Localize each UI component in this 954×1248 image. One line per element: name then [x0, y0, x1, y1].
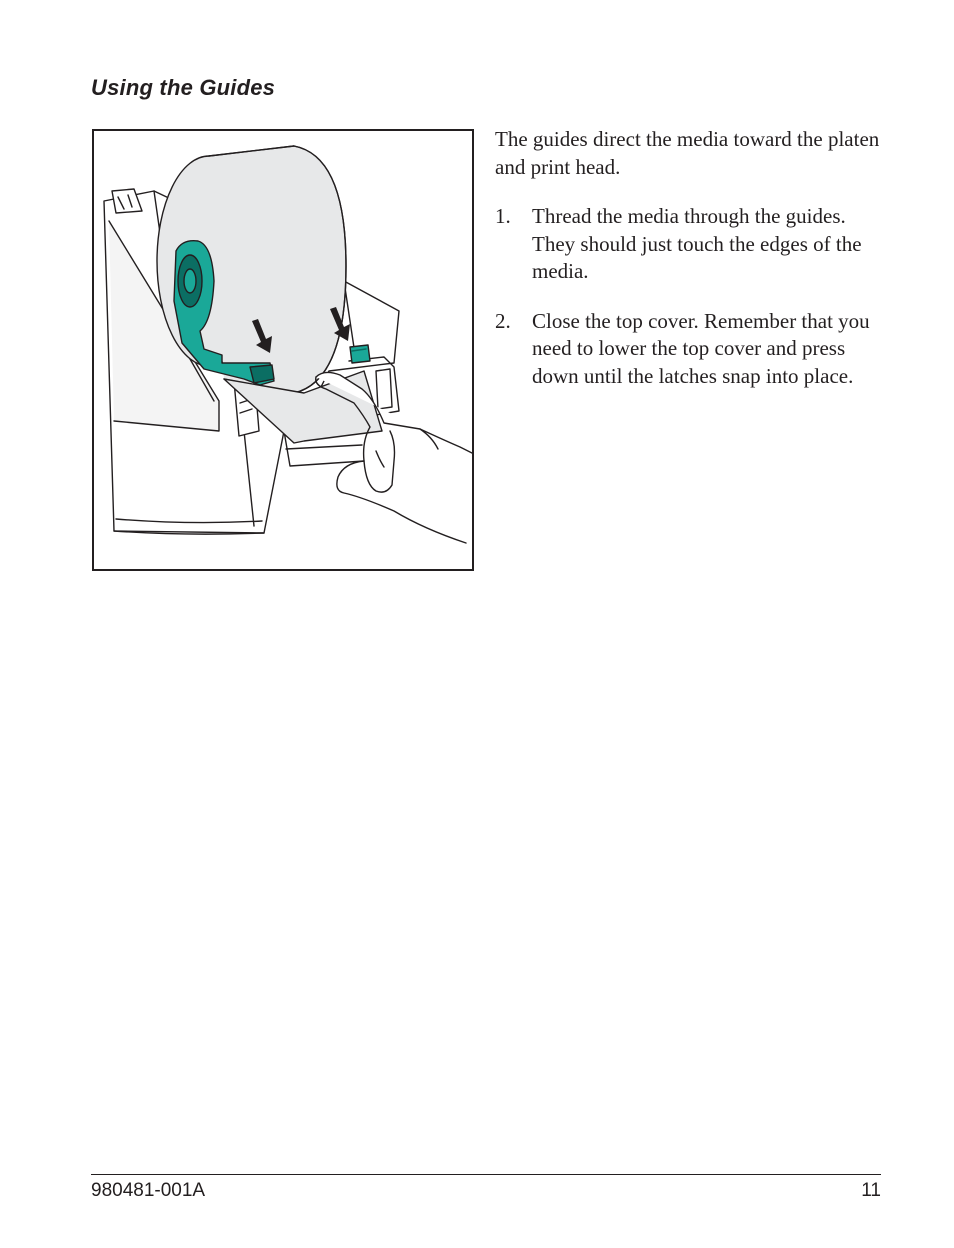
document-number: 980481-001A [91, 1180, 206, 1201]
step-number: 2. [495, 308, 511, 333]
page-number: 11 [861, 1180, 881, 1201]
step-2 [495, 308, 885, 391]
footer-rule [91, 1174, 881, 1175]
section-heading: Using the Guides [91, 75, 276, 100]
step-1 [495, 203, 885, 286]
intro-paragraph: The guides direct the media toward the platen and print head. [495, 127, 880, 179]
step-number: 1. [495, 204, 511, 228]
printer-guides-illustration [92, 129, 474, 571]
instructions [495, 126, 885, 412]
right-media-guide [350, 345, 370, 363]
step-text: Close the top cover. Remember that you need to lower the top cover and press down until the latches snap into place. [532, 308, 870, 388]
step-text: Thread the media through the guides. They should just touch the edges of the media. [532, 204, 862, 283]
